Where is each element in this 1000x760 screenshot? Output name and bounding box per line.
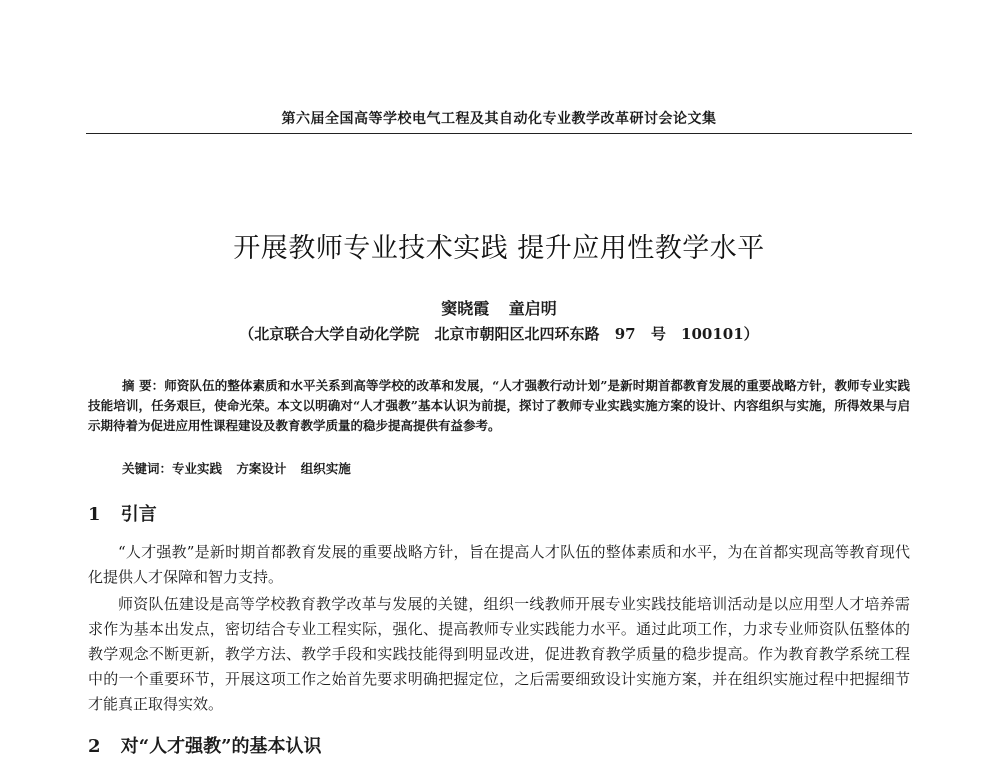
header-divider <box>86 133 912 134</box>
keywords-line: 关键词：专业实践 方案设计 组织实施 <box>122 461 351 476</box>
paper-title: 开展教师专业技术实践 提升应用性教学水平 <box>233 233 765 264</box>
body-paragraph: 师资队伍建设是高等学校教育教学改革与发展的关键，组织一线教师开展专业实践技能培训活动是以应用型人才培养需求作为基本出发点，密切结合专业工程实际，强化、提高教师专业实践能力水平。通过此项工作，力求专业师资队伍整体的教学观念不断更新，教学方法、教学手段和实践技能得到明显改进，促进教育教学质量的稳步提高。作为教育教学系统工程中的一个重要环节，开展这项工作之始首先要求明确把握定位，之后需要细致设计实施方案，并在组织实施过程中把握细节才能真正取得实效。 <box>88 595 910 713</box>
paper-authors: 窦晓霞 童启明 <box>441 299 557 318</box>
body-paragraph: “人才强教”是新时期首都教育发展的重要战略方针，旨在提高人才队伍的整体素质和水平，为在首都实现高等教育现代化提供人才保障和智力支持。 <box>88 543 910 586</box>
section-heading-basic-understanding: 2 对“人才强教”的基本认识 <box>88 736 322 757</box>
section-heading-introduction: 1 引言 <box>88 504 157 525</box>
author-affiliation: （北京联合大学自动化学院 北京市朝阳区北四环东路 97 号 100101） <box>239 325 759 343</box>
running-header: 第六届全国高等学校电气工程及其自动化专业教学改革研讨会论文集 <box>281 111 717 127</box>
abstract-paragraph: 摘 要：师资队伍的整体素质和水平关系到高等学校的改革和发展，“人才强教行动计划”是新时期首都教育发展的重要战略方针，教师专业实践技能培训，任务艰巨，使命光荣。本文以明确对“人才强教”基本认识为前提，探讨了教师专业实践实施方案的设计、内容组织与实施，所得效果与启示期待着为促进应用性课程建设及教育教学质量的稳步提高提供有益参考。 <box>88 378 910 433</box>
